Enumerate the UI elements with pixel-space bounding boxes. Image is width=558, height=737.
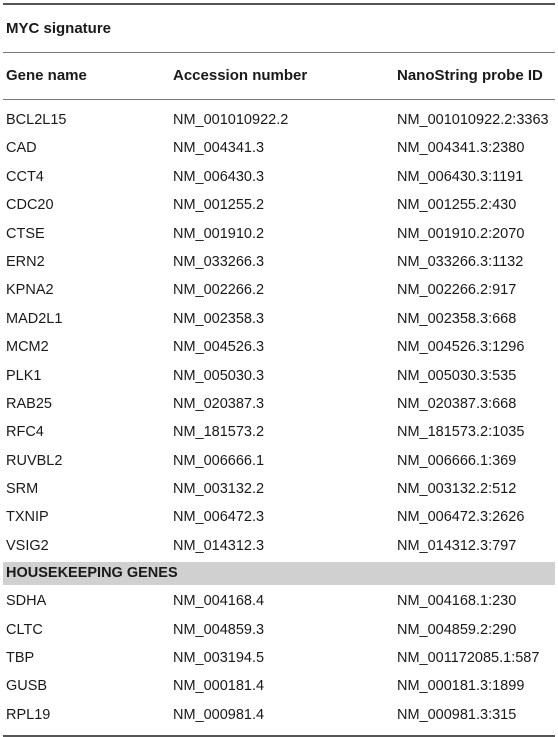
table-row <box>3 503 555 531</box>
accession-number-cell: NM_000181.4 <box>173 678 265 695</box>
probe-id-cell: NM_006666.1:369 <box>397 452 517 469</box>
probe-id-cell: NM_001255.2:430 <box>397 197 517 214</box>
probe-id-cell: NM_004526.3:1296 <box>397 339 525 356</box>
gene-name-cell: MCM2 <box>6 339 49 356</box>
header-probe-id: NanoString probe ID <box>397 67 543 84</box>
table-row <box>3 248 555 276</box>
gene-name-cell: RUVBL2 <box>6 452 63 469</box>
gene-name-cell: CCT4 <box>6 168 44 185</box>
gene-name-cell: PLK1 <box>6 367 42 384</box>
probe-id-cell: NM_004859.2:290 <box>397 621 517 638</box>
table-row <box>3 163 555 191</box>
accession-number-cell: NM_006430.3 <box>173 168 265 185</box>
myc-signature-rows <box>3 100 555 562</box>
accession-number-cell: NM_033266.3 <box>173 253 265 270</box>
accession-number-cell: NM_001010922.2 <box>173 112 289 128</box>
table-row <box>3 220 555 248</box>
table-row <box>3 305 555 333</box>
accession-number-cell: NM_005030.3 <box>173 367 265 384</box>
gene-name-cell: CDC20 <box>6 197 54 214</box>
table-row <box>3 701 555 729</box>
gene-name-cell: SRM <box>6 481 39 498</box>
accession-number-cell: NM_004526.3 <box>173 339 265 356</box>
accession-number-cell: NM_181573.2 <box>173 424 265 441</box>
table-row <box>3 418 555 446</box>
accession-number-cell: NM_002358.3 <box>173 310 265 327</box>
accession-number-cell: NM_006666.1 <box>173 452 265 469</box>
probe-id-cell: NM_020387.3:668 <box>397 395 517 412</box>
accession-number-cell: NM_003194.5 <box>173 650 265 667</box>
table-row <box>3 587 555 615</box>
probe-id-cell: NM_006430.3:1191 <box>397 168 524 185</box>
table-title: MYC signature <box>6 20 112 37</box>
gene-name-cell: MAD2L1 <box>6 310 63 327</box>
accession-number-cell: NM_006472.3 <box>173 509 265 526</box>
accession-number-cell: NM_001255.2 <box>173 197 265 214</box>
header-accession-number: Accession number <box>173 67 308 84</box>
gene-name-cell: TXNIP <box>6 509 49 526</box>
table-row <box>3 532 555 560</box>
table-row <box>3 390 555 418</box>
table-row <box>3 447 555 475</box>
gene-name-cell: RPL19 <box>6 706 51 723</box>
accession-number-cell: NM_014312.3 <box>173 537 265 554</box>
probe-id-cell: NM_004341.3:2380 <box>397 140 525 157</box>
table-row <box>3 672 555 700</box>
table-row <box>3 276 555 304</box>
probe-id-cell: NM_002358.3:668 <box>397 310 517 327</box>
accession-number-cell: NM_001910.2 <box>173 225 265 242</box>
table-row <box>3 134 555 162</box>
accession-number-cell: NM_004341.3 <box>173 140 265 157</box>
gene-name-cell: GUSB <box>6 678 48 695</box>
table-row <box>3 362 555 390</box>
probe-id-cell: NM_000181.3:1899 <box>397 678 525 695</box>
accession-number-cell: NM_002266.2 <box>173 282 265 299</box>
gene-name-cell: CAD <box>6 140 37 157</box>
probe-id-cell: NM_003132.2:512 <box>397 481 517 498</box>
probe-id-cell: NM_001172085.1:587 <box>397 650 540 667</box>
gene-name-cell: RFC4 <box>6 424 44 441</box>
table-row <box>3 644 555 672</box>
probe-id-cell: NM_014312.3:797 <box>397 537 517 554</box>
gene-name-cell: CLTC <box>6 621 43 638</box>
probe-id-cell: NM_001910.2:2070 <box>397 225 525 242</box>
housekeeping-rows <box>3 585 555 735</box>
column-headers <box>3 53 555 99</box>
table-row <box>3 616 555 644</box>
table-row <box>3 475 555 503</box>
gene-name-cell: TBP <box>6 650 35 667</box>
housekeeping-section-header: HOUSEKEEPING GENES <box>3 562 555 585</box>
gene-name-cell: BCL2L15 <box>6 112 67 128</box>
header-gene-name: Gene name <box>6 67 87 84</box>
probe-id-cell: NM_004168.1:230 <box>397 593 517 610</box>
gene-table <box>3 3 555 737</box>
gene-name-cell: KPNA2 <box>6 282 54 299</box>
gene-name-cell: SDHA <box>6 593 47 610</box>
table-row <box>3 333 555 361</box>
probe-id-cell: NM_005030.3:535 <box>397 367 517 384</box>
probe-id-cell: NM_001010922.2:3363 <box>397 112 549 128</box>
probe-id-cell: NM_181573.2:1035 <box>397 424 525 441</box>
table-row <box>3 106 555 134</box>
accession-number-cell: NM_020387.3 <box>173 395 265 412</box>
accession-number-cell: NM_004168.4 <box>173 593 265 610</box>
probe-id-cell: NM_002266.2:917 <box>397 282 517 299</box>
gene-name-cell: ERN2 <box>6 253 45 270</box>
accession-number-cell: NM_000981.4 <box>173 706 265 723</box>
probe-id-cell: NM_000981.3:315 <box>397 706 517 723</box>
table-row <box>3 191 555 219</box>
gene-name-cell: RAB25 <box>6 395 52 412</box>
gene-name-cell: CTSE <box>6 225 45 242</box>
probe-id-cell: NM_033266.3:1132 <box>397 253 524 270</box>
gene-name-cell: VSIG2 <box>6 537 49 554</box>
probe-id-cell: NM_006472.3:2626 <box>397 509 525 526</box>
accession-number-cell: NM_004859.3 <box>173 621 265 638</box>
accession-number-cell: NM_003132.2 <box>173 481 265 498</box>
